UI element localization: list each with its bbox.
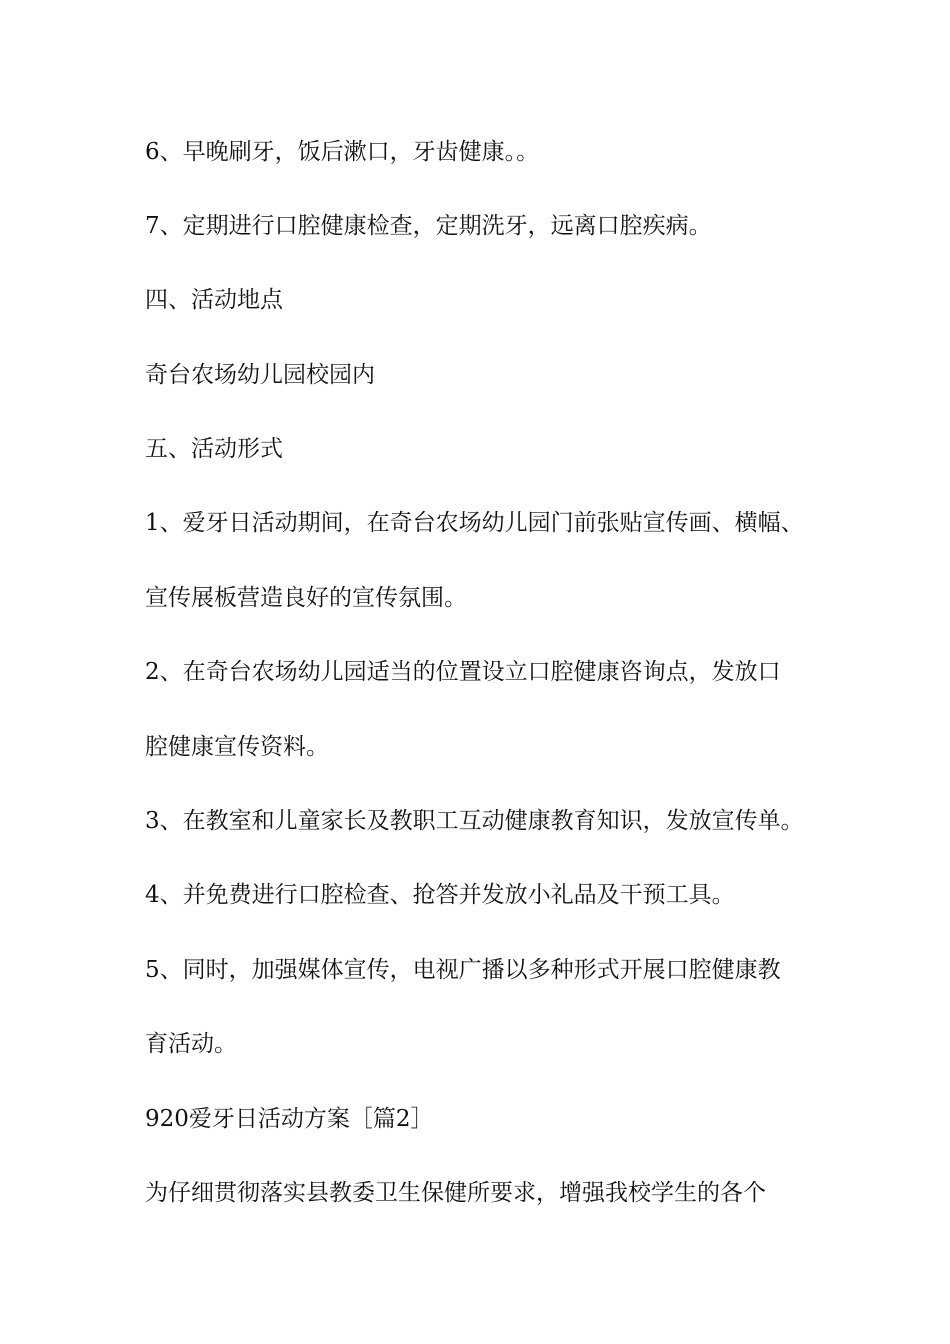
section-heading-format: 五、活动形式 bbox=[145, 436, 283, 462]
list-item-1-line-1: 1、爱牙日活动期间，在奇台农场幼儿园门前张贴宣传画、横幅、 bbox=[145, 510, 804, 536]
list-item-5-line-2: 育活动。 bbox=[145, 1031, 237, 1057]
list-item-4: 4、并免费进行口腔检查、抢答并发放小礼品及干预工具。 bbox=[145, 882, 735, 908]
list-item-6: 6、早晚刷牙，饭后漱口，牙齿健康。。 bbox=[145, 139, 540, 165]
list-item-2-line-1: 2、在奇台农场幼儿园适当的位置设立口腔健康咨询点，发放口 bbox=[145, 659, 781, 685]
list-item-7: 7、定期进行口腔健康检查，定期洗牙，远离口腔疾病。 bbox=[145, 213, 712, 239]
section-heading-location: 四、活动地点 bbox=[145, 287, 283, 313]
section-title-part-2: 920爱牙日活动方案［篇2］ bbox=[145, 1106, 434, 1132]
list-item-1-line-2: 宣传展板营造良好的宣传氛围。 bbox=[145, 585, 467, 611]
list-item-2-line-2: 腔健康宣传资料。 bbox=[145, 734, 329, 760]
location-text: 奇台农场幼儿园校园内 bbox=[145, 362, 375, 388]
list-item-3: 3、在教室和儿童家长及教职工互动健康教育知识，发放宣传单。 bbox=[145, 808, 804, 834]
list-item-5-line-1: 5、同时，加强媒体宣传，电视广播以多种形式开展口腔健康教 bbox=[145, 957, 781, 983]
paragraph-text: 为仔细贯彻落实县教委卫生保健所要求，增强我校学生的各个 bbox=[145, 1180, 766, 1206]
